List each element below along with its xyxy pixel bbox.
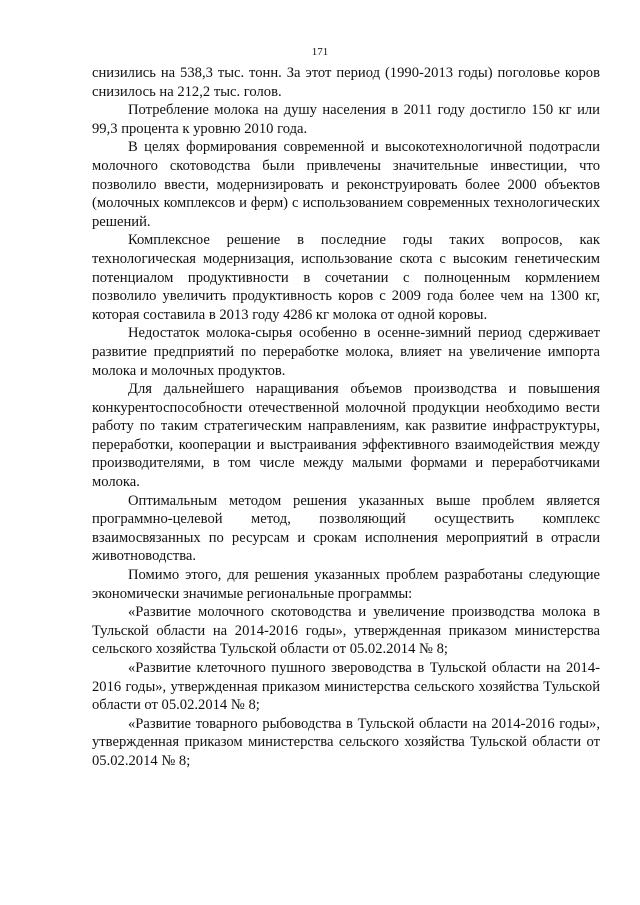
paragraph-program-method: Оптимальным методом решения указанных выше проблем является программно-целевой метод, позволяющий осуществить комплекс взаимосвязанных по ресурсам и срокам исполнения мероприятий в отрасли животноводства. [92,492,600,565]
paragraph-raw-milk-shortage: Недостаток молока-сырья особенно в осенне-зимний период сдерживает развитие предприятий по переработке молока, влияет на увеличение импорта молока и молочных продуктов. [92,325,600,379]
paragraph-modernization: Комплексное решение в последние годы таких вопросов, как технологическая модернизация, использование скота с высоким генетическим потенциалом продуктивности в сочетании с полноценным кормлением позволило увеличить продуктивность коров с 2009 года более чем на 1300 кг, которая составила в 2013 году 4286 кг молока от одной коровы. [92,232,600,323]
list-item-fur-program: «Развитие клеточного пушного звероводства в Тульской области на 2014-2016 годы», утвержденная приказом министерства сельского хозяйства Тульской области от 05.02.2014 № 8; [92,660,600,714]
paragraph-milk-consumption: Потребление молока на душу населения в 2011 году достигло 150 кг или 99,3 процента к уровню 2010 года. [92,102,600,137]
document-body [92,64,600,771]
list-item-fish-program: «Развитие товарного рыбоводства в Тульской области на 2014-2016 годы», утвержденная приказом министерства сельского хозяйства Тульской области от 05.02.2014 № 8; [92,715,600,769]
paragraph-investments: В целях формирования современной и высокотехнологичной подотрасли молочного скотоводства были привлечены значительные инвестиции, что позволило ввести, модернизировать и реконструировать более 2000 объектов (молочных комплексов и ферм) с использованием современных технологических решений. [92,139,600,230]
page-number: 171 [311,46,329,58]
paragraph-regional-programs-intro: Помимо этого, для решения указанных проблем разработаны следующие экономически значимые региональные программы: [92,567,600,602]
list-item-dairy-program: «Развитие молочного скотоводства и увеличение производства молока в Тульской области на 2014-2016 годы», утвержденная приказом министерства сельского хозяйства Тульской области от 05.02.2014 № 8; [92,604,600,658]
paragraph-development-directions: Для дальнейшего наращивания объемов производства и повышения конкурентоспособности отечественной молочной продукции необходимо вести работу по таким стратегическим направлениям, как развитие инфраструктуры, переработки, кооперации и выстраивания эффективного взаимодействия между производителями, в том числе между малыми формами и переработчиками молока. [92,381,600,491]
paragraph-cows-decline: снизились на 538,3 тыс. тонн. За этот период (1990-2013 годы) поголовье коров снизилось на 212,2 тыс. голов. [92,65,600,100]
